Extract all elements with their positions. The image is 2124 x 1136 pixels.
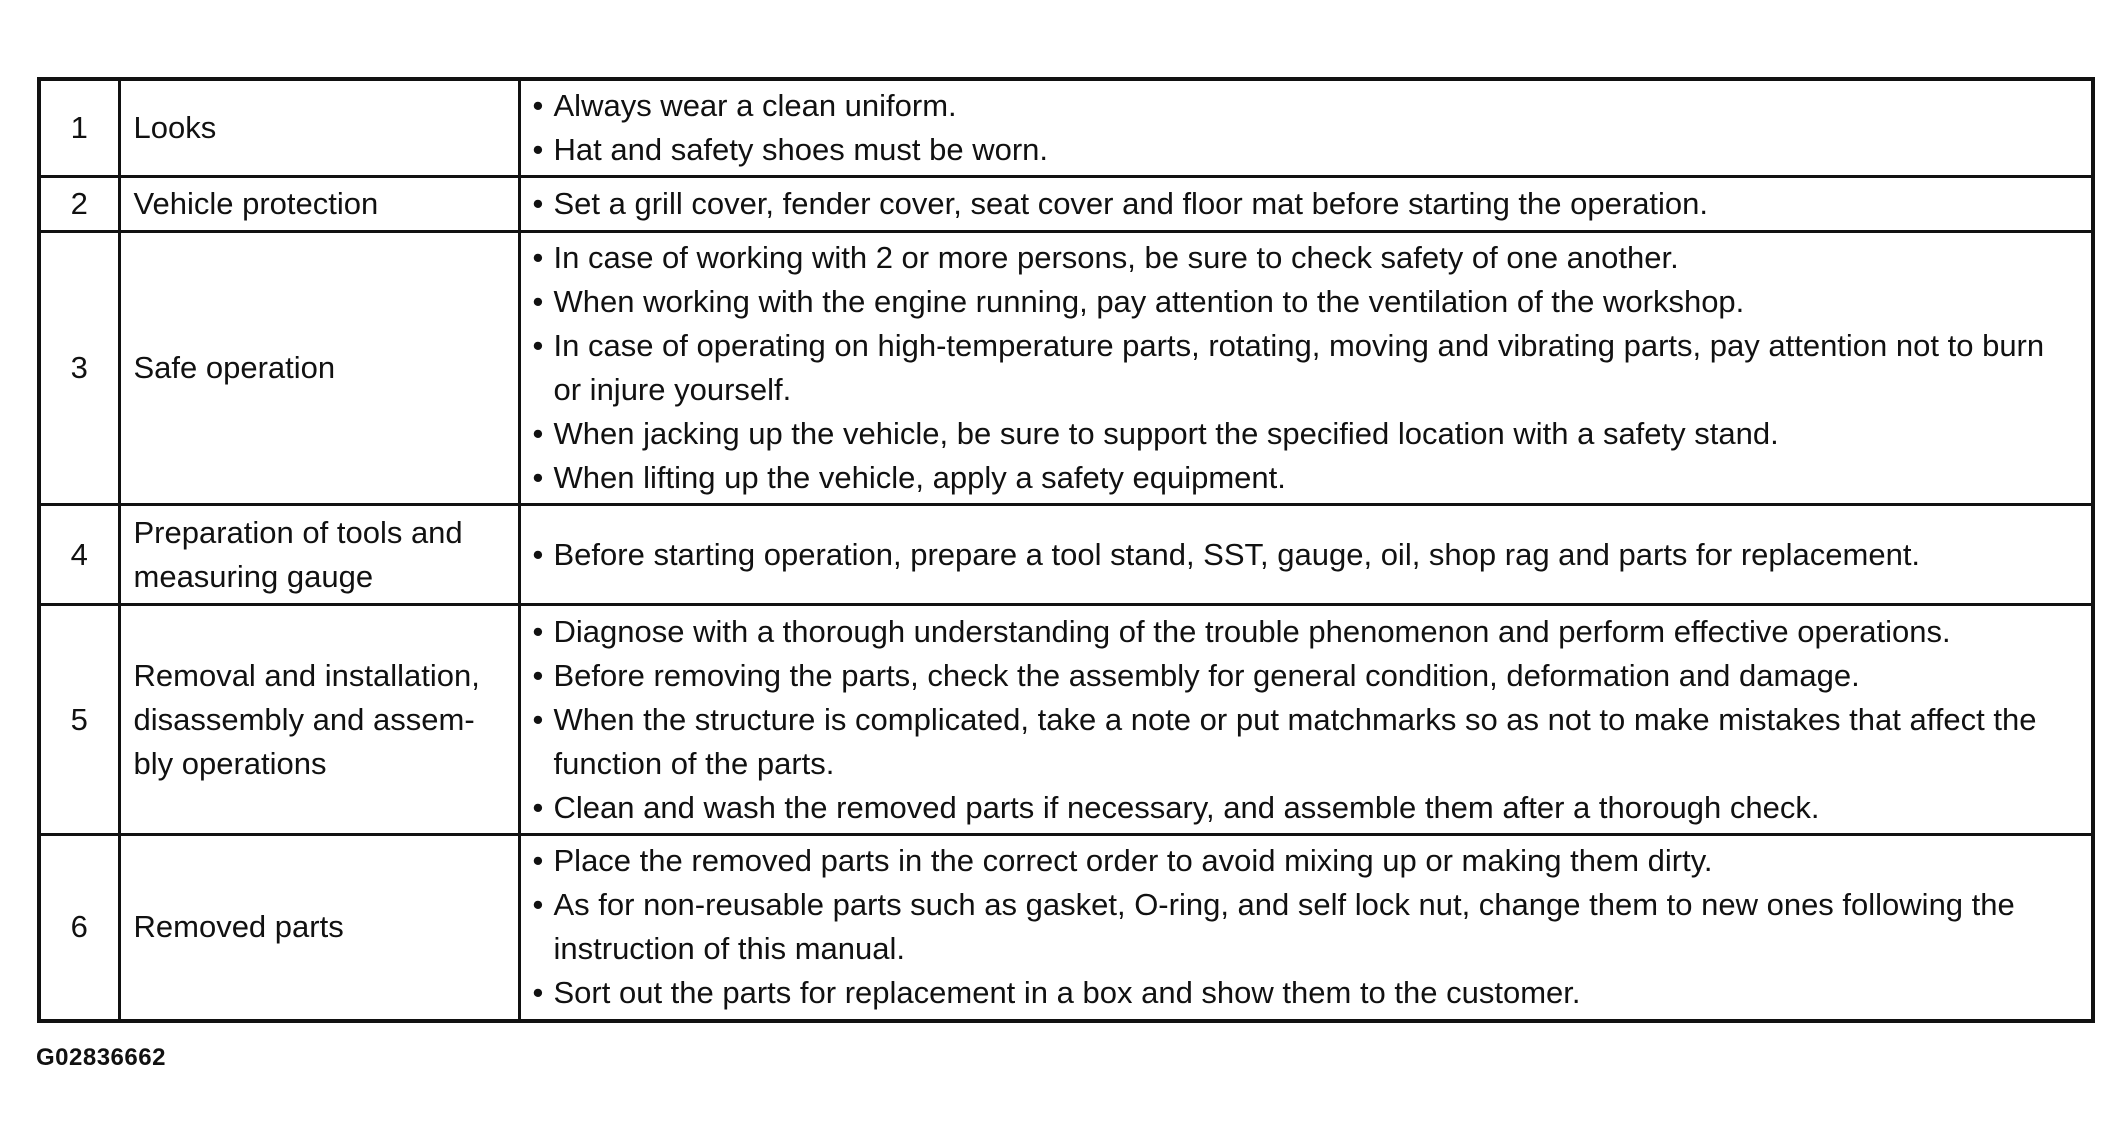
row-description	[519, 505, 2093, 605]
table-row	[39, 835, 2093, 1021]
row-description	[519, 232, 2093, 505]
row-description	[519, 835, 2093, 1021]
bullet-list	[533, 533, 2062, 577]
row-item: Looks	[119, 79, 519, 177]
row-description	[519, 605, 2093, 835]
bullet-point: • Hat and safety shoes must be worn.	[533, 128, 2062, 172]
bullet-point: • Diagnose with a thorough understanding of the trouble phenomenon and perform effective operations.	[533, 610, 2062, 654]
row-item: Vehicle protection	[119, 177, 519, 232]
row-number: 2	[39, 177, 119, 232]
bullet-point: • When jacking up the vehicle, be sure to support the specified location with a safety stand.	[533, 412, 2062, 456]
row-item: Removed parts	[119, 835, 519, 1021]
row-description	[519, 177, 2093, 232]
bullet-point: • Sort out the parts for replacement in a box and show them to the customer.	[533, 971, 2062, 1015]
bullet-point: • When the structure is complicated, take a note or put matchmarks so as not to make mistakes that affect the function of the parts.	[533, 698, 2062, 786]
bullet-list	[533, 84, 2062, 172]
bullet-point: • Clean and wash the removed parts if necessary, and assemble them after a thorough check.	[533, 786, 2062, 830]
bullet-point: • When working with the engine running, pay attention to the ventilation of the workshop.	[533, 280, 2062, 324]
table-row	[39, 232, 2093, 505]
row-number: 5	[39, 605, 119, 835]
row-number: 4	[39, 505, 119, 605]
bullet-list	[533, 610, 2062, 830]
table-row	[39, 505, 2093, 605]
figure-id: G02836662	[36, 1044, 166, 1071]
row-item: Safe operation	[119, 232, 519, 505]
bullet-point: • Before removing the parts, check the assembly for general condition, deformation and damage.	[533, 654, 2062, 698]
bullet-list	[533, 839, 2062, 1015]
bullet-point: • As for non-reusable parts such as gasket, O-ring, and self lock nut, change them to new ones following the instruction of this manual.	[533, 883, 2062, 971]
bullet-point: • In case of operating on high-temperature parts, rotating, moving and vibrating parts, pay attention not to burn or injure yourself.	[533, 324, 2062, 412]
table-row	[39, 79, 2093, 177]
bullet-point: • Before starting operation, prepare a tool stand, SST, gauge, oil, shop rag and parts for replacement.	[533, 533, 2062, 577]
procedures-table	[37, 77, 2095, 1023]
row-item: Removal and installation, disassembly and assem-bly operations	[119, 605, 519, 835]
table-row	[39, 177, 2093, 232]
bullet-point: • When lifting up the vehicle, apply a safety equipment.	[533, 456, 2062, 500]
row-description	[519, 79, 2093, 177]
bullet-list	[533, 236, 2062, 500]
bullet-point: • Place the removed parts in the correct order to avoid mixing up or making them dirty.	[533, 839, 2062, 883]
row-number: 3	[39, 232, 119, 505]
bullet-point: • Set a grill cover, fender cover, seat cover and floor mat before starting the operation.	[533, 182, 2062, 226]
bullet-list	[533, 182, 2062, 226]
bullet-point: • Always wear a clean uniform.	[533, 84, 2062, 128]
row-number: 1	[39, 79, 119, 177]
table-row	[39, 605, 2093, 835]
row-item: Preparation of tools and measuring gauge	[119, 505, 519, 605]
row-number: 6	[39, 835, 119, 1021]
bullet-point: • In case of working with 2 or more persons, be sure to check safety of one another.	[533, 236, 2062, 280]
